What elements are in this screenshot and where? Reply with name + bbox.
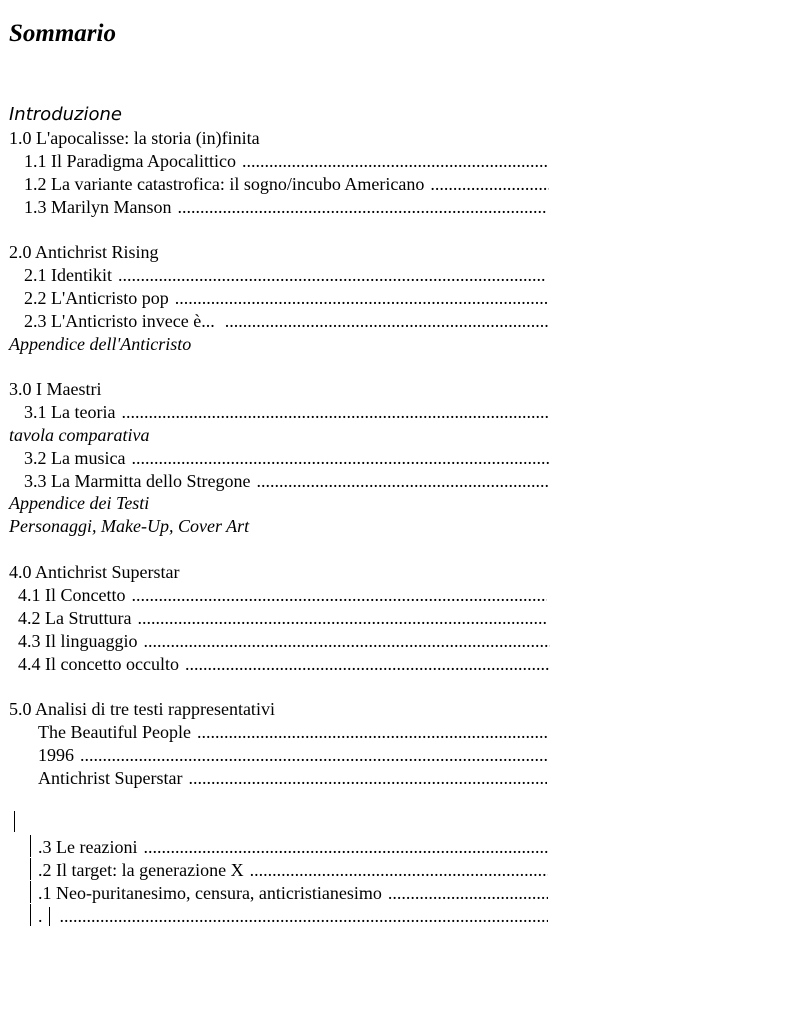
section-heading-2: 2.0 Antichrist Rising [9,242,159,262]
toc-entry-label: 4.1 Il Concetto [18,585,126,605]
toc-entry[interactable] [38,905,548,927]
dot-leader [118,264,546,286]
appendix-link[interactable]: Appendice dell'Anticristo [9,334,192,354]
section-heading-1: 1.0 L'apocalisse: la storia (in)finita [9,128,260,148]
dot-leader [388,882,548,904]
toc-entry[interactable] [24,287,549,309]
dot-leader [197,721,547,743]
toc-entry-label: 4.3 Il linguaggio [18,631,138,651]
toc-entry[interactable] [38,744,547,766]
vertical-bar [49,907,50,926]
dot-leader [131,584,547,606]
toc-entry-label: 4.2 La Struttura [18,608,132,628]
toc-entry[interactable] [38,859,548,881]
toc-entry-label: .2 Il target: la generazione X [38,860,244,880]
toc-entry-label: 3.3 La Marmitta dello Stregone [24,471,251,491]
toc-entry[interactable] [24,150,549,172]
dot-leader [178,196,548,218]
toc-entry-label: 3.1 La teoria [24,402,116,422]
toc-entry-label: 4.4 Il concetto occulto [18,654,179,674]
toc-entry[interactable] [18,584,547,606]
toc-entry-label: 1.1 Il Paradigma Apocalittico [24,151,236,171]
toc-entry[interactable] [38,882,548,904]
toc-entry[interactable] [38,767,547,789]
dot-leader [188,767,547,789]
dot-leader [144,630,551,652]
vertical-bar [30,858,31,880]
dot-leader [256,470,549,492]
toc-entry[interactable] [24,401,549,423]
dot-leader [60,905,549,927]
toc-entry-label: 2.3 L'Anticristo invece è... [24,311,215,331]
appendix-link[interactable]: Appendice dei Testi [9,493,150,513]
toc-entry[interactable] [24,470,549,492]
toc-entry[interactable] [18,607,547,629]
toc-entry-label: 2.1 Identikit [24,265,112,285]
dot-leader [430,173,549,195]
toc-entry-label: .3 Le reazioni [38,837,138,857]
dot-leader [175,287,549,309]
toc-entry[interactable] [24,196,547,218]
vertical-bar [30,881,31,903]
table-link[interactable]: tavola comparativa [9,425,150,445]
toc-entry[interactable] [38,721,547,743]
dot-leader [121,401,549,423]
toc-entry-label: 2.2 L'Anticristo pop [24,288,169,308]
intro-heading: Introduzione [9,104,122,125]
toc-entry[interactable] [24,264,546,286]
dot-leader [225,310,549,332]
section-heading-4: 4.0 Antichrist Superstar [9,562,180,582]
dot-leader [131,447,550,469]
vertical-bar [30,904,31,926]
dot-leader [80,744,547,766]
toc-entry-label: Antichrist Superstar [38,768,183,788]
toc-entry-label: The Beautiful People [38,722,191,742]
dot-leader [185,653,550,675]
toc-entry[interactable] [24,447,550,469]
toc-entry-label: . [38,906,43,926]
toc-entry[interactable] [18,630,550,652]
toc-entry-label: .1 Neo-puritanesimo, censura, anticristianesimo [38,883,382,903]
dot-leader [242,150,549,172]
toc-entry[interactable] [38,836,548,858]
vertical-bar [30,835,31,857]
toc-entry[interactable] [24,310,549,332]
toc-entry-label: 1.3 Marilyn Manson [24,197,172,217]
toc-entry-label: 1.2 La variante catastrofica: il sogno/incubo Americano [24,174,425,194]
vertical-bar [14,811,15,832]
dot-leader [143,836,548,858]
appendix-link[interactable]: Personaggi, Make-Up, Cover Art [9,516,250,536]
toc-entry-label: 3.2 La musica [24,448,126,468]
dot-leader [137,607,547,629]
page-title: Sommario [9,20,116,47]
section-heading-5: 5.0 Analisi di tre testi rappresentativi [9,699,275,719]
section-heading-3: 3.0 I Maestri [9,379,102,399]
toc-entry-label: 1996 [38,745,74,765]
toc-entry[interactable] [18,653,550,675]
dot-leader [250,859,548,881]
toc-entry[interactable] [24,173,549,195]
